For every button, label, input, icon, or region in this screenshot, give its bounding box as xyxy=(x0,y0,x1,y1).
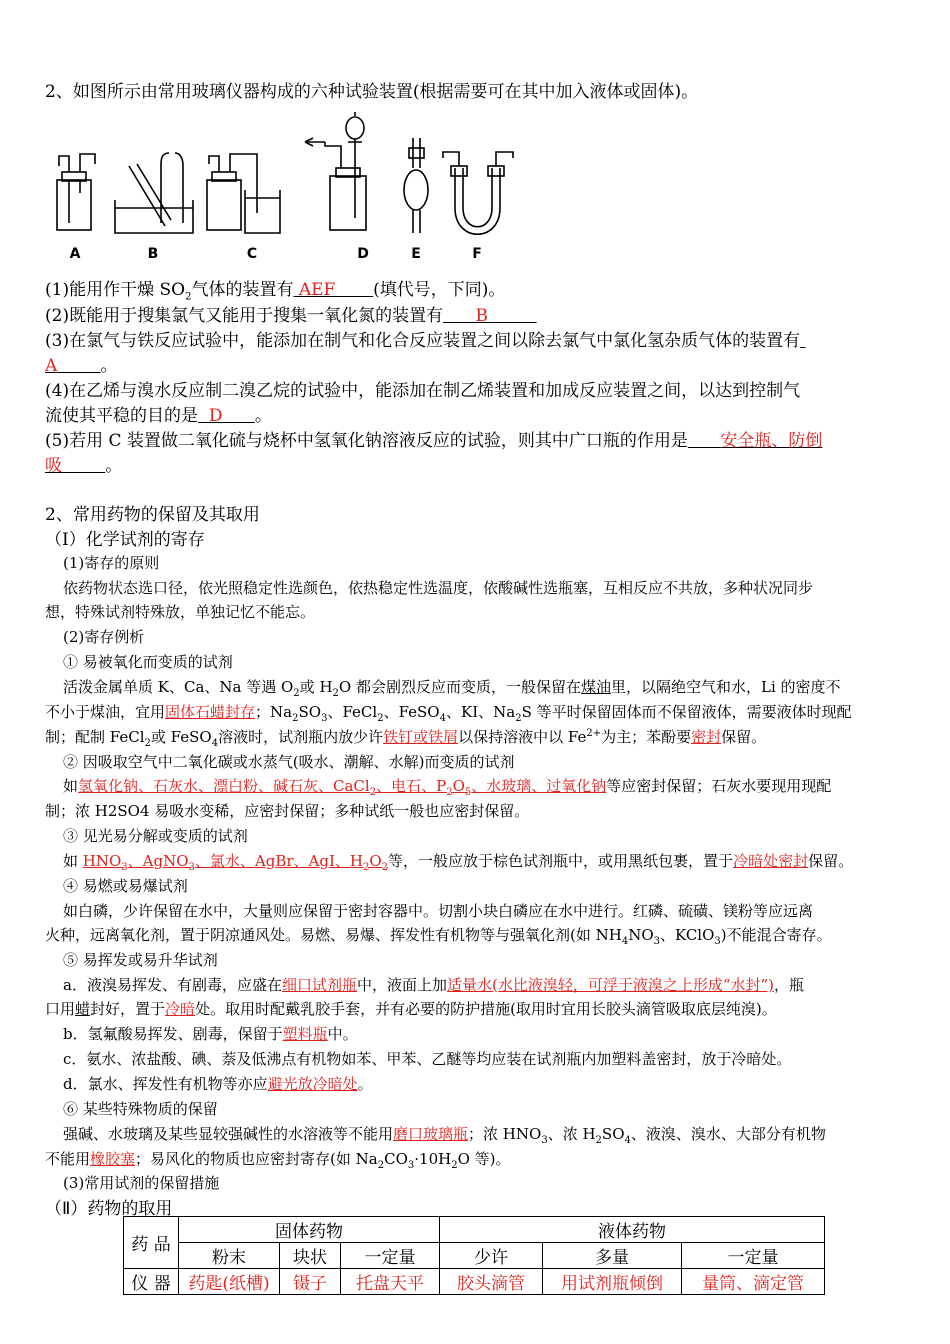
header-solid: 固体药物 xyxy=(179,1217,440,1243)
case-6-line-2: 不能用橡胶塞；易风化的物质也应密封寄存(如 $Na_2CO_3\cdot 10H_2O$ 等)。 xyxy=(45,1150,511,1171)
table-cell: 药匙(纸槽) xyxy=(179,1269,280,1295)
table-cell: 粉末 xyxy=(179,1243,280,1269)
answer-3: A xyxy=(45,356,58,376)
case-1-line-1: 活泼金属单质 K、Ca、Na 等遇 $O_2$或 $H_2O$ 都会剧烈反应而变质，一般保留在煤油里，以隔绝空气和水，Li 的密度不 xyxy=(63,678,841,699)
question-intro: 2、如图所示由常用玻璃仪器构成的六种试验装置(根据需要可在其中加入液体或固体)。 xyxy=(45,82,699,102)
figure-label-b: B xyxy=(147,246,159,262)
principle-text-2: 想，特殊试剂特殊放，单独记忆不能忘。 xyxy=(45,603,316,621)
case-4-line-1: 如白磷，少许保留在水中，大量则应保留于密封容器中。切割小块白磷应在水中进行。红磷、硫磺、镁粉等应远离 xyxy=(63,902,814,920)
question-part-5: (5)若用 C 装置做二氧化硫与烧杯中氢氧化钠溶液反应的试验，则其中广口瓶的作用是 安全瓶、防倒 xyxy=(45,431,823,451)
case-5-d: d．氯水、挥发性有机物等亦应避光放冷暗处。 xyxy=(63,1075,373,1093)
subsection-title-2: （Ⅱ）药物的取用 xyxy=(45,1199,173,1219)
table-cell: 一定量 xyxy=(682,1243,825,1269)
table-cell: 多量 xyxy=(543,1243,682,1269)
case-5-title: ⑤ 易挥发或易升华试剂 xyxy=(63,951,218,969)
case-5-b: b．氢氟酸易挥发、剧毒，保留于塑料瓶中。 xyxy=(63,1025,358,1043)
table-cell: 块状 xyxy=(280,1243,341,1269)
case-2-title: ② 因吸取空气中二氧化碳或水蒸气(吸水、潮解、水解)而变质的试剂 xyxy=(63,753,515,771)
case-2-line-1: 如氢氧化钠、石灰水、漂白粉、碱石灰、CaCl$_2$、电石、$P_2O_5$、水玻璃、过氧化钠等应密封保留；石灰水要现用现配 xyxy=(63,777,832,798)
table-cell: 用试剂瓶倾倒 xyxy=(543,1269,682,1295)
question-part-1: (1)能用作干燥 $SO_2$气体的装置有 AEF (填代号，下同)。 xyxy=(45,280,506,303)
principle-text-1: 依药物状态选口径，依光照稳定性选颜色，依热稳定性选温度，依酸碱性选瓶塞，互相反应不共放，多种状况同步 xyxy=(63,579,814,597)
case-6-title: ⑥ 某些特殊物质的保留 xyxy=(63,1100,218,1118)
question-part-5-cont: 吸 。 xyxy=(45,456,123,476)
table-cell: 镊子 xyxy=(280,1269,341,1295)
case-1-line-2: 不小于煤油，宜用固体石蜡封存；$Na_2SO_3$、FeCl$_2$、FeSO$_4$、KI、$Na_2S$ 等平时保留固体而不保留液体，需要液体时现配 xyxy=(45,703,852,724)
table-cell: 少许 xyxy=(440,1243,543,1269)
section-title: 2、常用药物的保留及其取用 xyxy=(45,505,260,525)
table-row xyxy=(124,1217,825,1243)
heading-principle: (1)寄存的原则 xyxy=(63,554,160,572)
subsection-title-1: （Ⅰ）化学试剂的寄存 xyxy=(45,530,205,550)
case-5-a-line-1: a．液溴易挥发、有剧毒，应盛在细口试剂瓶中，液面上加适量水(水比液溴轻，可浮于液溴之上形成“水封”)，瓶 xyxy=(63,976,805,994)
case-3-line-1: 如 $HNO_3$、AgNO$_3$、氯水、AgBr、AgI、$H_2O_2$等，一般应放于棕色试剂瓶中，或用黑纸包裹，置于冷暗处密封保留。 xyxy=(63,852,854,873)
figure-label-e: E xyxy=(411,246,421,262)
question-part-4-cont: 流使其平稳的目的是 D 。 xyxy=(45,406,272,426)
header-liquid: 液体药物 xyxy=(440,1217,825,1243)
case-1-title: ① 易被氧化而变质的试剂 xyxy=(63,653,233,671)
table-row xyxy=(124,1243,825,1269)
figure-label-c: C xyxy=(246,246,258,262)
case-4-title: ④ 易燃或易爆试剂 xyxy=(63,877,188,895)
question-part-3-cont: A 。 xyxy=(45,356,118,376)
apparatus-figure xyxy=(45,108,525,268)
figure-label-f: F xyxy=(472,246,482,262)
row-header-instrument: 仪 器 xyxy=(124,1269,179,1295)
figure-label-d: D xyxy=(357,246,369,262)
table-cell: 胶头滴管 xyxy=(440,1269,543,1295)
answer-2: B xyxy=(475,306,489,326)
answer-5: 安全瓶、防倒 xyxy=(720,431,823,451)
heading-measures: (3)常用试剂的保留措施 xyxy=(63,1174,220,1192)
question-part-4: (4)在乙烯与溴水反应制二溴乙烷的试验中，能添加在制乙烯装置和加成反应装置之间，以达到控制气 xyxy=(45,381,801,401)
answer-4: D xyxy=(208,406,223,426)
table-cell: 托盘天平 xyxy=(341,1269,440,1295)
table-cell: 量筒、滴定管 xyxy=(682,1269,825,1295)
case-6-line-1: 强碱、水玻璃及某些显较强碱性的水溶液等不能用磨口玻璃瓶；浓 $HNO_3$、浓 $H_2SO_4$、液溴、溴水、大部分有机物 xyxy=(63,1125,826,1146)
question-part-2: (2)既能用于搜集氯气又能用于搜集一氧化氮的装置有 B xyxy=(45,306,489,326)
case-4-line-2: 火种，远离氧化剂，置于阴凉通风处。易燃、易爆、挥发性有机物等与强氧化剂(如 $NH_4NO_3$、KClO$_3$)不能混合寄存。 xyxy=(45,926,832,947)
drug-usage-table xyxy=(123,1216,825,1295)
case-5-c: c．氨水、浓盐酸、碘、萘及低沸点有机物如苯、甲苯、乙醚等均应装在试剂瓶内加塑料盖密封，放于冷暗处。 xyxy=(63,1050,792,1068)
table-cell: 一定量 xyxy=(341,1243,440,1269)
question-part-3: (3)在氯气与铁反应试验中，能添加在制气和化合反应装置之间以除去氯气中氯化氢杂质气体的装置有 xyxy=(45,331,801,351)
case-3-title: ③ 见光易分解或变质的试剂 xyxy=(63,827,248,845)
case-5-a-line-2: 口用蜡封好，置于冷暗处。取用时配戴乳胶手套，并有必要的防护措施(取用时宜用长胶头滴管吸取底层纯溴)。 xyxy=(45,1000,777,1018)
row-header-drug: 药 品 xyxy=(124,1217,179,1269)
case-1-line-3: 制；配制 FeCl$_2$或 FeSO$_4$溶液时，试剂瓶内放少许铁钉或铁屑以保持溶液中以 $Fe^{2+}$为主；苯酚要密封保留。 xyxy=(45,728,767,749)
heading-examples: (2)寄存例析 xyxy=(63,628,145,646)
answer-1: AEF xyxy=(298,280,336,300)
figure-label-a: A xyxy=(69,246,81,262)
case-2-line-2: 制；浓 H2SO4 易吸水变稀，应密封保留；多种试纸一般也应密封保留。 xyxy=(45,802,530,820)
table-row xyxy=(124,1269,825,1295)
